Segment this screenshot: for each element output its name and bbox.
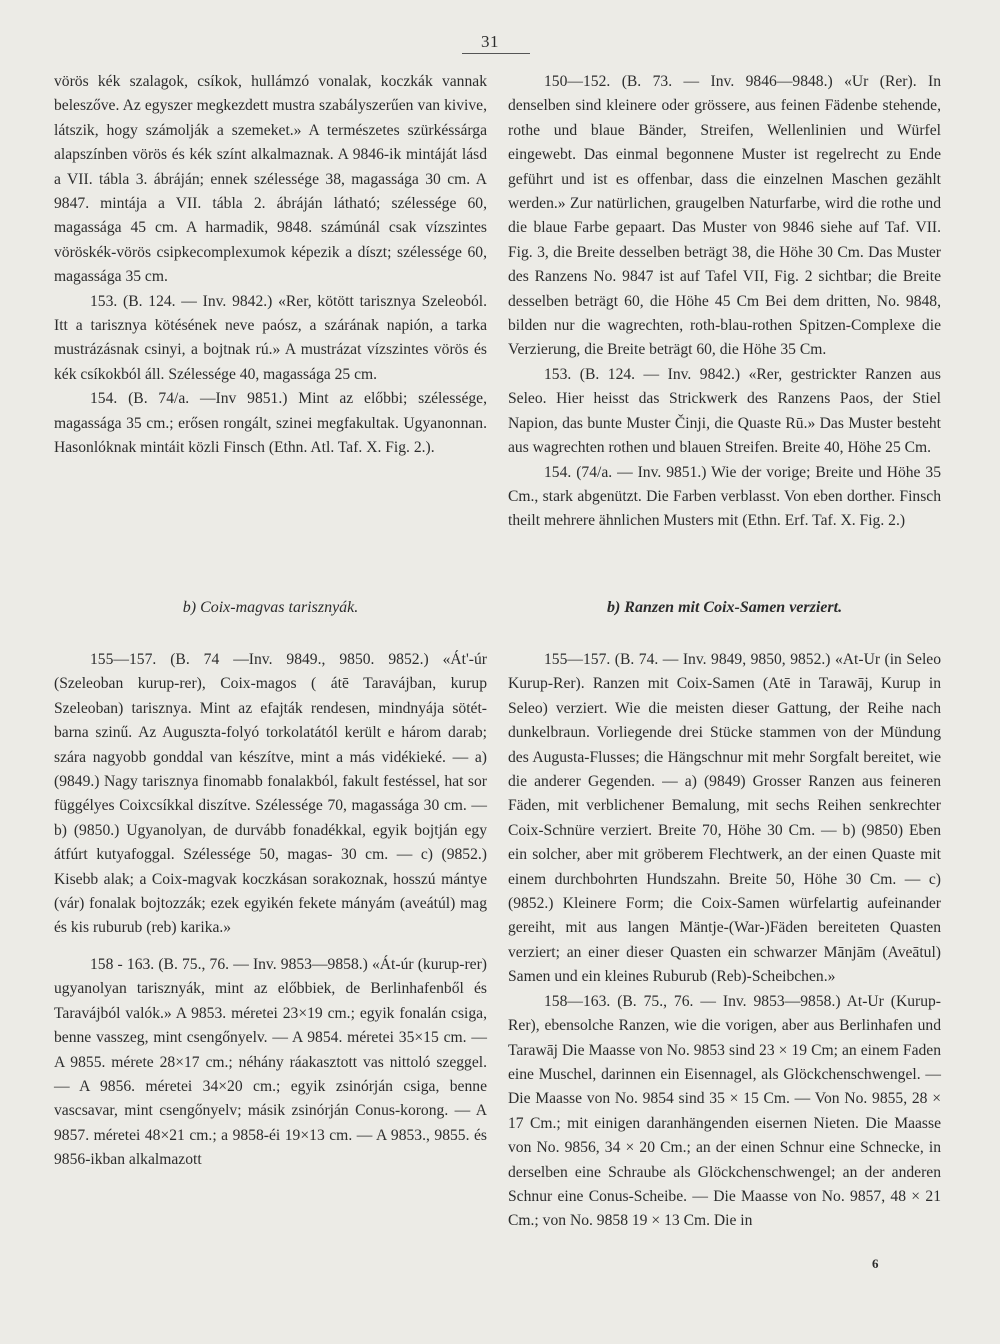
right-paragraph-5: 158—163. (B. 75., 76. — Inv. 9853—9858.) At-Ur (Kurup-Rer), ebensolche Ranzen, wie die vorigen, aber aus Berlinhafen und Tarawāj Die Maasse von No. 9853 sind 23 × 19 Cm; an einem Faden eine Muschel, darinnen ein Eisennagel, als Glöckchenschwengel. — Die Maasse von No. 9854 sind 35 × 15 Cm. — Von No. 9855, 28 × 17 Cm.; mit einigen daranhängenden eisernen Nieten. Die Maasse von No. 9856, 34 × 20 Cm.; an der einen Schnur eine Schnecke, in derselben eine Schraube als Glöckchenschwengel; an der anderen Schnur eine Conus-Scheibe. — Die Maasse von No. 9857, 48 × 21 Cm.; von No. 9858 19 × 13 Cm. Die in bbox=[508, 992, 941, 1230]
left-paragraph-5: 158 - 163. (B. 75., 76. — Inv. 9853—9858.) «Át-úr (kurup-rer) ugyanolyan tarisznyák, mint az előbbiek, de Berlinhafenből és Taravájból valók.» A 9853. méretei 23×19 cm.; egyik fonalán csiga, benne vasszeg, mint csengőnyelv. — A 9854. méretei 35×15 cm. — A 9855. mérete 28×17 cm.; néhány ráakasztott vas nittoló szeggel. — A 9856. méretei 34×20 cm.; egyik zsinórján csiga, benne vascsavar, mint csengőnyelv; másik zsinórján Conus-korong. — A 9857. méretei 48×21 cm.; a 9858-éi 19×13 cm. — A 9853., 9855. és 9856-ikban alkalmazott bbox=[54, 955, 487, 1169]
left-paragraph-3: 154. (B. 74/a. —Inv 9851.) Mint az előbbi; szélessége, magassága 35 cm.; erősen rongált, szinei megfakultak. Ugyanonnan. Hasonlóknak mintáit közli Finsch (Ethn. Atl. Taf. X. Fig. 2.). bbox=[54, 390, 487, 457]
right-paragraph-2: 153. (B. 124. — Inv. 9842.) «Rer, gestrickter Ranzen aus Seleo. Hier heisst das Strickwerk des Ranzens Paos, der Stiel Napion, das bunte Muster Činji, die Quaste Rū.» Das Muster besteht aus wagrechten rothen und blauen Streifen. Breite 40, Höhe 25 Cm. bbox=[508, 365, 941, 457]
left-paragraph-1: vörös kék szalagok, csíkok, hullámzó vonalak, koczkák vannak beleszőve. Az egyszer megkezdett mustra szabályszerűen van kivive, látszik, hogy számolják a szemeket.» A természetes szürkéssárga alapszínben vörös és kék színt alkalmaznak. A 9846-ik mintáját lásd a VII. tábla 3. ábráján; ennek szélessége 38, magassága 30 cm. A 9847. mintája a VII. tábla 2. ábráján látható; szélessége 60, magassága 45 cm. A harmadik, 9848. számúnál csak vízszintes vöröskék-vörös csipkecomplexumok képezik a díszt; szélessége 60, magassága 35 cm. bbox=[54, 73, 487, 286]
page-number: 31 bbox=[481, 32, 499, 51]
right-paragraph-3: 154. (74/a. — Inv. 9851.) Wie der vorige; Breite und Höhe 35 Cm., stark abgenützt. Die Farben verblasst. Von eben dorther. Finsch theilt mehrere ähnlichen Musters mit (Ethn. Erf. Taf. X. Fig. 2.) bbox=[508, 463, 941, 530]
right-paragraph-1: 150—152. (B. 73. — Inv. 9846—9848.) «Ur (Rer). In denselben sind kleinere oder grössere, aus feinen Fädenbe stehende, rothe und blaue Bänder, Streifen, Wellenlinien und Würfel eingewebt. Das einmal begonnene Muster ist regelrecht zu Ende geführt und ist es offenbar, dass die einzelnen Maschen gezählt werden.» Zur natürlichen, graugelben Naturfarbe, wird die rothe und die blaue Farbe gepaart. Das Muster von 9846 siehe auf Taf. VII. Fig. 3, die Breite desselben beträgt 38, die Höhe 30 Cm. Das Muster des Ranzens No. 9847 ist auf Tafel VII, Fig. 2 sichtbar; die Breite desselben beträgt 60, die Höhe 45 Cm Bei dem dritten, No. 9848, bilden nur die wagrechten, roth-blau-rothen Spitzen-Complexe die Verzierung, die Breite beträgt 60, die Höhe 35 Cm. bbox=[508, 73, 941, 359]
left-paragraph-2: 153. (B. 124. — Inv. 9842.) «Rer, kötött tarisznya Szeleoból. Itt a tarisznya kötésének neve paósz, a szárának napión, a tarka mustrázásnak csinyi, a bojtnak rú.» A mustrázat vízszintes vörös és kék csíkokból áll. Szélessége 40, magassága 25 cm. bbox=[54, 292, 487, 383]
left-column-bottom bbox=[54, 596, 487, 1173]
left-paragraph-4: 155—157. (B. 74 —Inv. 9849., 9850. 9852.) «Át'-úr (Szeleoban kurup-rer), Coix-magos ( átē Taravájban, kurup Szeleoban) tarisznya. Mint az efajták rendesen, mindnyája sötét-barna szinű. Az Auguszta-folyó torkolatától került e három darab; szára nagyobb gonddal van készítve, mint a más vidékieké. — a) (9849.) Nagy tarisznya finomabb fonalakból, fakult festéssel, hat sor függélyes Coixcsíkkal diszítve. Szélessége 70, magassága 30 cm. — b) (9850.) Ugyanolyan, de durvább fonadékkal, egyik bojtján egy átfúrt kutyafoggal. Szélessége 50, magas- 30 cm. — c) (9852.) Kisebb alak; a Coix-magvak koczkásan sorakoznak, hosszú mántye (vár) fonalak bojtozzák; ezek egyikén fekete mányám (aveátúl) mag és kis ruburub (reb) karika.» bbox=[54, 651, 487, 937]
left-column-top bbox=[54, 70, 487, 461]
left-section-heading: b) Coix-magvas tarisznyák. bbox=[182, 599, 359, 616]
printer-signature: 6 bbox=[872, 1256, 879, 1271]
right-paragraph-4: 155—157. (B. 74. — Inv. 9849, 9850, 9852.) «At-Ur (in Seleo Kurup-Rer). Ranzen mit Coix-Samen (Atē in Tarawāj, Kurup in Seleo) verziert. Wie die meisten dieser Gattung, der Reihe nach dunkelbraun. Vorliegende drei Stücke stammen von der Mündung des Augusta-Flusses; die Hängschnur mit mehr Sorgfalt bereitet, wie die anderer Gegenden. — a) (9849) Grosser Ranzen aus feineren Fäden, mit verblichener Bemalung, mit sechs Reihen senkrechter Coix-Schnüre verziert. Breite 70, Höhe 30 Cm. — b) (9850) Eben ein solcher, aber mit gröberem Flechtwerk, an der einen Quaste mit einem durchbohrten Hundszahn. Breite 50, Höhe 30 Cm. — c) (9852.) Kleinere Form; die Coix-Samen würfelartig aufeinander gereiht, mit aus langen Mäntje-(War-)Fäden bereiteten Quasten verziert; an einer dieser Quasten ein schwarzer Mānjām (Aveātul) Samen und ein kleines Ruburub (Reb)-Scheibchen.» bbox=[508, 651, 941, 986]
right-section-heading: b) Ranzen mit Coix-Samen verziert. bbox=[606, 599, 843, 616]
right-column-top bbox=[508, 70, 941, 534]
header-rule bbox=[462, 53, 530, 54]
right-column-bottom bbox=[508, 596, 941, 1234]
